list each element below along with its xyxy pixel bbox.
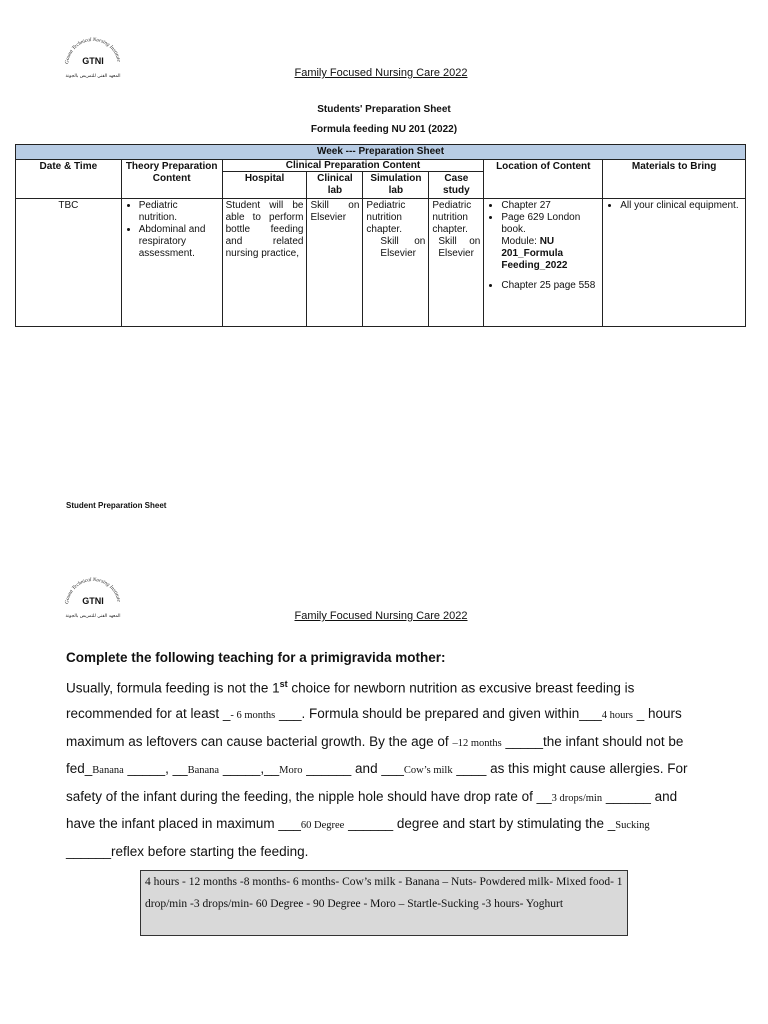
location-item: • Page 629 London book.	[501, 212, 599, 236]
course-title: Family Focused Nursing Care 2022	[294, 67, 468, 79]
col-materials: Materials to Bring	[603, 160, 746, 199]
footer-label: Student Preparation Sheet	[66, 501, 167, 510]
sheet-subtitle: Formula feeding NU 201 (2022)	[310, 124, 458, 135]
answer: 3 drops/min	[551, 792, 603, 804]
case-study-line: Pediatric nutrition chapter.	[432, 200, 472, 235]
answer: 4 hours	[601, 710, 633, 721]
logo-abbr: GTNI	[82, 56, 104, 66]
col-location: Location of Content	[484, 160, 603, 199]
cell-simulation-lab	[363, 199, 429, 327]
col-clinical: Clinical Preparation Content	[222, 160, 484, 172]
answer: Banana	[92, 765, 124, 776]
sub-case-study: Case study	[429, 172, 484, 199]
simulation-lab-line: Skill on Elsevier	[380, 236, 426, 259]
logo-abbr: GTNI	[82, 596, 104, 606]
cell-hospital: Student will be able to perform bottle feeding and related nursing practice,	[222, 199, 307, 327]
teaching-heading: Complete the following teaching for a primigravida mother:	[66, 650, 446, 665]
materials-item: • All your clinical equipment.	[620, 200, 742, 212]
column-header-row	[16, 160, 746, 172]
cell-theory	[121, 199, 222, 327]
word-bank: 4 hours - 12 months -8 months- 6 months- Cow’s milk - Banana – Nuts- Powdered milk- Mixed food- 1 drop/min -3 drops/min- 60 Degree - 90 Degree - Moro – Startle-Sucking -3 hours- Yoghurt	[140, 870, 628, 936]
location-item: • Chapter 27	[501, 200, 599, 212]
simulation-lab-line: Pediatric nutrition chapter.	[366, 200, 406, 235]
teaching-paragraph: Usually, formula feeding is not the 1st choice for newborn nutrition as excusive breast feeding is recommended for at least _- 6 months ___. Formula should be prepared and given within___4 hours _ hours maximum as leftovers can cause bacterial growth. By the age of –12 months _____the infant should not be fed_Banana _____, __Banana _____,__Moro ______ and ___Cow’s milk ____ as this might cause allergies. For safety of the infant during the feeding, the nipple hole should have drop rate of __3 drops/min ______ and have the infant placed in maximum ___60 Degree ______ degree and start by stimulating the _Sucking ______reflex before starting the feeding.	[66, 679, 688, 859]
sub-hospital: Hospital	[222, 172, 307, 199]
col-date: Date & Time	[16, 160, 122, 199]
answer: Cow’s milk	[403, 765, 453, 776]
week-header-row	[16, 145, 746, 160]
answer: - 6 months	[230, 710, 276, 721]
case-study-line: Skill on Elsevier	[438, 236, 481, 259]
theory-item: • Abdominal and respiratory assessment.	[139, 224, 219, 260]
answer: –12 months	[452, 737, 502, 749]
sheet-title: Students' Preparation Sheet	[317, 104, 451, 115]
module-name: NU 201_Formula Feeding_2022	[501, 236, 568, 271]
week-header: Week --- Preparation Sheet	[16, 145, 746, 160]
module-prefix: Module:	[501, 236, 540, 247]
answer: 60 Degree	[300, 820, 345, 831]
logo-arc-text: Gouna Technical Nursing Institute	[64, 36, 122, 65]
preparation-table	[15, 144, 746, 327]
cell-case-study	[429, 199, 484, 327]
logo-arabic-text: المعهد الفني للتمريض بالجونة	[65, 614, 121, 619]
cell-date: TBC	[16, 199, 122, 327]
course-title: Family Focused Nursing Care 2022	[294, 610, 468, 622]
logo-arabic-text: المعهد الفني للتمريض بالجونة	[65, 74, 121, 79]
answer: Banana	[187, 765, 220, 776]
table-row	[16, 199, 746, 327]
cell-location	[484, 199, 603, 327]
answer: Sucking	[615, 820, 650, 831]
col-theory: Theory Preparation Content	[121, 160, 222, 199]
sub-simulation-lab: Simulation lab	[363, 172, 429, 199]
logo-arc-text: Gouna Technical Nursing Institute	[64, 576, 122, 605]
theory-item: • Pediatric nutrition.	[139, 200, 219, 224]
location-item: • Chapter 25 page 558	[501, 280, 599, 292]
cell-materials	[603, 199, 746, 327]
sub-clinical-lab: Clinical lab	[307, 172, 363, 199]
cell-clinical-lab: Skill on Elsevier	[307, 199, 363, 327]
answer: Moro	[279, 765, 303, 776]
location-module	[487, 236, 599, 272]
